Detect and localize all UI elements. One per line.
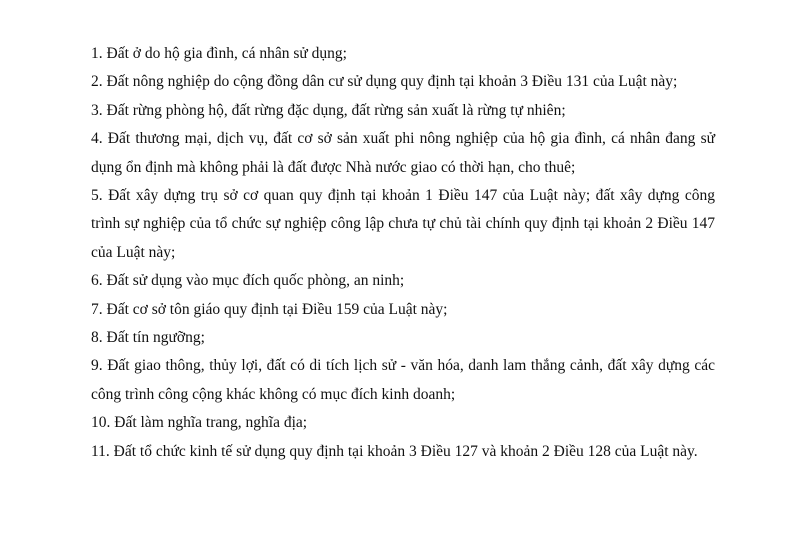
list-item-9: 9. Đất giao thông, thủy lợi, đất có di tích lịch sử - văn hóa, danh lam thắng cảnh, đất xây dựng các công trình công cộng khác không có mục đích kinh doanh;	[91, 357, 715, 403]
list-item-11: 11. Đất tổ chức kinh tế sử dụng quy định tại khoản 3 Điều 127 và khoản 2 Điều 128 của Luật này.	[91, 442, 698, 460]
list-item-1: 1. Đất ở do hộ gia đình, cá nhân sử dụng;	[91, 45, 347, 62]
list-item-6: 6. Đất sử dụng vào mục đích quốc phòng, an ninh;	[91, 272, 405, 290]
list-item-8: 8. Đất tín ngưỡng;	[91, 329, 205, 347]
list-item-5: 5. Đất xây dựng trụ sở cơ quan quy định tại khoản 1 Điều 147 của Luật này; đất xây dựng công trình sự nghiệp của tổ chức sự nghiệp công lập chưa tự chủ tài chính quy định tại khoản 2 Điều 147 của Luật này;	[91, 187, 715, 261]
list-item-7: 7. Đất cơ sở tôn giáo quy định tại Điều 159 của Luật này;	[91, 300, 448, 318]
document-body	[91, 40, 715, 466]
list-item-4: 4. Đất thương mại, dịch vụ, đất cơ sở sản xuất phi nông nghiệp của hộ gia đình, cá nhân đang sử dụng ổn định mà không phải là đất được Nhà nước giao có thời hạn, cho thuê;	[91, 130, 715, 176]
list-item-3: 3. Đất rừng phòng hộ, đất rừng đặc dụng, đất rừng sản xuất là rừng tự nhiên;	[91, 101, 566, 119]
list-item-10: 10. Đất làm nghĩa trang, nghĩa địa;	[91, 414, 308, 432]
list-item-2: 2. Đất nông nghiệp do cộng đồng dân cư sử dụng quy định tại khoản 3 Điều 131 của Luật này;	[91, 73, 678, 91]
